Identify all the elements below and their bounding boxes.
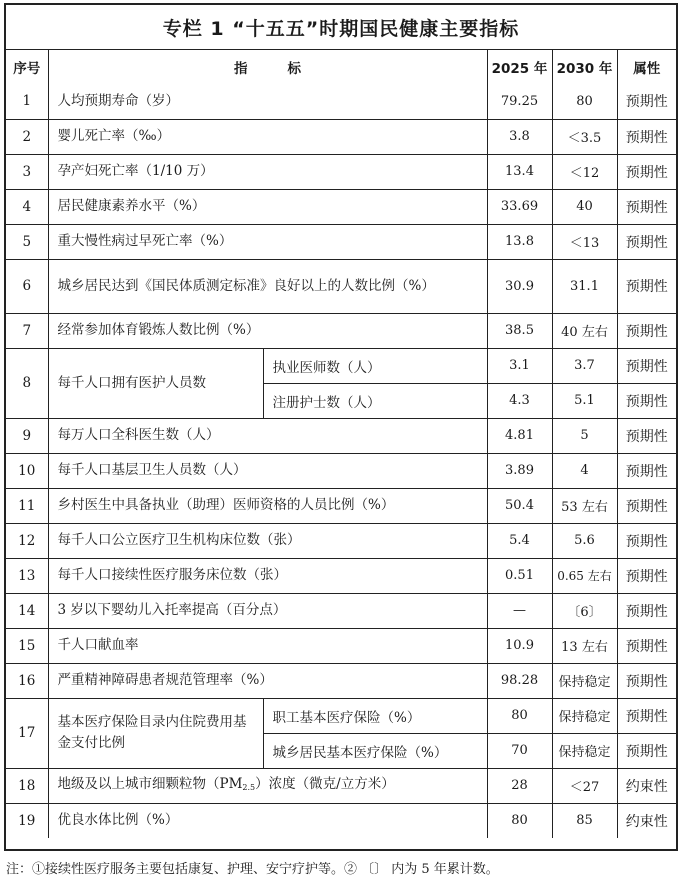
value-2030: ＜3.5 <box>552 119 617 154</box>
header-2030: 2030 年 <box>552 50 617 84</box>
value-2025: 13.8 <box>487 224 552 259</box>
row-number: 2 <box>6 119 48 154</box>
value-2025: 70 <box>487 733 552 768</box>
value-2025: 79.25 <box>487 84 552 119</box>
table-row <box>6 119 676 154</box>
indicator-cell: 孕产妇死亡率（1/10 万） <box>48 154 487 189</box>
value-2030: ＜27 <box>552 768 617 803</box>
indicator-cell: 每万人口全科医生数（人） <box>48 418 487 453</box>
value-2025: 3.1 <box>487 348 552 383</box>
table-row <box>6 313 676 348</box>
attribute-cell: 预期性 <box>617 259 676 313</box>
sub-indicator-cell: 城乡居民基本医疗保险（%） <box>263 733 487 768</box>
row-number: 6 <box>6 259 48 313</box>
value-2030: 40 左右 <box>552 313 617 348</box>
attribute-cell: 预期性 <box>617 523 676 558</box>
value-2025: 5.4 <box>487 523 552 558</box>
indicator-cell: 严重精神障碍患者规范管理率（%） <box>48 663 487 698</box>
value-2025: 50.4 <box>487 488 552 523</box>
indicator-cell: 乡村医生中具备执业（助理）医师资格的人员比例（%） <box>48 488 487 523</box>
table-row <box>6 558 676 593</box>
indicator-cell: 人均预期寿命（岁） <box>48 84 487 119</box>
attribute-cell: 约束性 <box>617 768 676 803</box>
indicator-text: 地级及以上城市细颗粒物（PM <box>57 775 243 792</box>
row-number: 3 <box>6 154 48 189</box>
value-2025: 3.89 <box>487 453 552 488</box>
sub-indicator-cell: 职工基本医疗保险（%） <box>263 698 487 733</box>
attribute-cell: 预期性 <box>617 313 676 348</box>
row-number: 7 <box>6 313 48 348</box>
table-row <box>6 84 676 119</box>
attribute-cell: 预期性 <box>617 558 676 593</box>
indicator-cell: 千人口献血率 <box>48 628 487 663</box>
value-2030: 5.6 <box>552 523 617 558</box>
value-2025: 0.51 <box>487 558 552 593</box>
indicator-cell: 居民健康素养水平（%） <box>48 189 487 224</box>
value-2025: — <box>487 593 552 628</box>
header-row <box>6 50 676 84</box>
table-row <box>6 189 676 224</box>
attribute-cell: 预期性 <box>617 733 676 768</box>
indicator-cell: 婴儿死亡率（‰） <box>48 119 487 154</box>
row-number: 14 <box>6 593 48 628</box>
value-2030: 53 左右 <box>552 488 617 523</box>
table-row <box>6 523 676 558</box>
value-2030: 保持稳定 <box>552 698 617 733</box>
header-indicator: 指标 <box>48 50 487 84</box>
row-number: 5 <box>6 224 48 259</box>
table-row <box>6 418 676 453</box>
value-2030: 5 <box>552 418 617 453</box>
table-row <box>6 698 676 733</box>
value-2025: 3.8 <box>487 119 552 154</box>
row-number: 9 <box>6 418 48 453</box>
attribute-cell: 预期性 <box>617 628 676 663</box>
value-2025: 28 <box>487 768 552 803</box>
table-row <box>6 348 676 383</box>
value-2030: 40 <box>552 189 617 224</box>
indicator-text-end: ）浓度（微克/立方米） <box>255 775 395 792</box>
table-row <box>6 453 676 488</box>
row-number: 13 <box>6 558 48 593</box>
row-number: 16 <box>6 663 48 698</box>
indicator-cell: 基本医疗保险目录内住院费用基金支付比例 <box>48 698 263 768</box>
value-2030: 0.65 左右 <box>552 558 617 593</box>
value-2030: 13 左右 <box>552 628 617 663</box>
table-row <box>6 224 676 259</box>
table-row <box>6 259 676 313</box>
row-number: 15 <box>6 628 48 663</box>
attribute-cell: 预期性 <box>617 224 676 259</box>
attribute-cell: 预期性 <box>617 663 676 698</box>
indicator-cell: 每千人口拥有医护人员数 <box>48 348 263 418</box>
value-2030: 5.1 <box>552 383 617 418</box>
value-2030: 85 <box>552 803 617 838</box>
value-2025: 13.4 <box>487 154 552 189</box>
attribute-cell: 预期性 <box>617 488 676 523</box>
value-2030: ＜12 <box>552 154 617 189</box>
header-attr: 属性 <box>617 50 676 84</box>
value-2030: 保持稳定 <box>552 663 617 698</box>
attribute-cell: 预期性 <box>617 189 676 224</box>
value-2025: 4.3 <box>487 383 552 418</box>
row-number: 19 <box>6 803 48 838</box>
table-row <box>6 803 676 838</box>
table-row <box>6 628 676 663</box>
table-title: 专栏 1 “十五五”时期国民健康主要指标 <box>6 5 676 50</box>
attribute-cell: 预期性 <box>617 593 676 628</box>
pm-subscript: 2.5 <box>242 782 256 792</box>
value-2025: 10.9 <box>487 628 552 663</box>
table-footnote: 注：①接续性医疗服务主要包括康复、护理、安宁疗护等。② 〔〕 内为 5 年累计数。 <box>6 862 499 877</box>
indicator-cell: 优良水体比例（%） <box>48 803 487 838</box>
indicator-cell: 经常参加体育锻炼人数比例（%） <box>48 313 487 348</box>
attribute-cell: 预期性 <box>617 418 676 453</box>
attribute-cell: 预期性 <box>617 453 676 488</box>
value-2030: 〔6〕 <box>552 593 617 628</box>
value-2030: 31.1 <box>552 259 617 313</box>
row-number: 10 <box>6 453 48 488</box>
row-number: 12 <box>6 523 48 558</box>
sub-indicator-cell: 执业医师数（人） <box>263 348 487 383</box>
indicator-table <box>6 50 676 838</box>
value-2030: 4 <box>552 453 617 488</box>
sub-indicator-cell: 注册护士数（人） <box>263 383 487 418</box>
value-2025: 33.69 <box>487 189 552 224</box>
table-row <box>6 154 676 189</box>
attribute-cell: 预期性 <box>617 383 676 418</box>
attribute-cell: 预期性 <box>617 84 676 119</box>
table-row <box>6 593 676 628</box>
row-number: 4 <box>6 189 48 224</box>
table-row <box>6 488 676 523</box>
attribute-cell: 预期性 <box>617 154 676 189</box>
row-number: 8 <box>6 348 48 418</box>
indicator-cell <box>48 768 487 803</box>
indicator-cell: 每千人口公立医疗卫生机构床位数（张） <box>48 523 487 558</box>
indicator-cell: 每千人口基层卫生人员数（人） <box>48 453 487 488</box>
value-2030: ＜13 <box>552 224 617 259</box>
indicator-cell: 重大慢性病过早死亡率（%） <box>48 224 487 259</box>
attribute-cell: 预期性 <box>617 348 676 383</box>
value-2025: 38.5 <box>487 313 552 348</box>
attribute-cell: 预期性 <box>617 119 676 154</box>
table-row <box>6 663 676 698</box>
attribute-cell: 预期性 <box>617 698 676 733</box>
value-2030: 80 <box>552 84 617 119</box>
value-2025: 80 <box>487 698 552 733</box>
row-number: 11 <box>6 488 48 523</box>
table-row <box>6 768 676 803</box>
indicator-cell: 城乡居民达到《国民体质测定标准》良好以上的人数比例（%） <box>48 259 487 313</box>
header-2025: 2025 年 <box>487 50 552 84</box>
indicator-cell: 3 岁以下婴幼儿入托率提高（百分点） <box>48 593 487 628</box>
value-2025: 80 <box>487 803 552 838</box>
header-no: 序号 <box>6 50 48 84</box>
value-2025: 98.28 <box>487 663 552 698</box>
value-2030: 3.7 <box>552 348 617 383</box>
value-2030: 保持稳定 <box>552 733 617 768</box>
row-number: 17 <box>6 698 48 768</box>
indicator-cell: 每千人口接续性医疗服务床位数（张） <box>48 558 487 593</box>
indicator-table-panel <box>4 3 678 851</box>
row-number: 1 <box>6 84 48 119</box>
value-2025: 4.81 <box>487 418 552 453</box>
attribute-cell: 约束性 <box>617 803 676 838</box>
value-2025: 30.9 <box>487 259 552 313</box>
row-number: 18 <box>6 768 48 803</box>
